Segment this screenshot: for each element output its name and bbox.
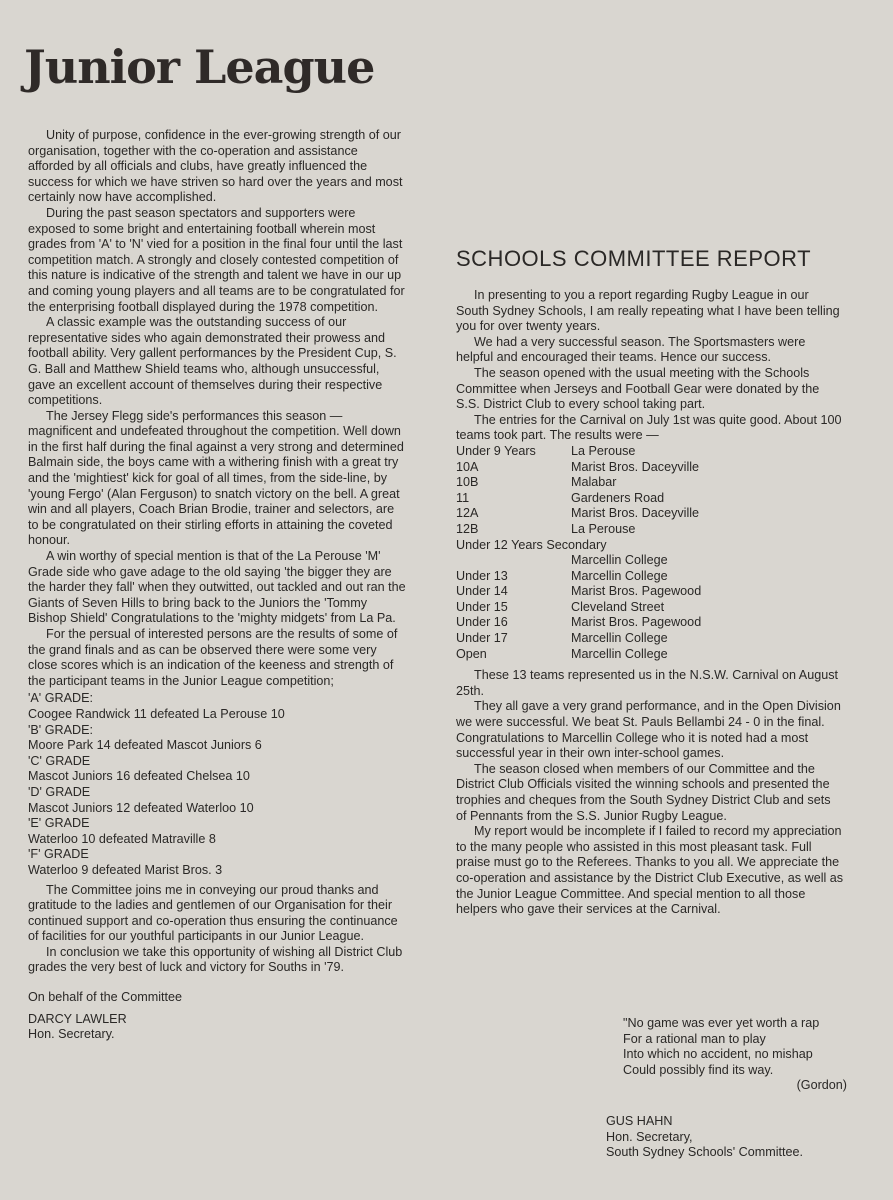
result-row <box>456 522 844 538</box>
paragraph: A win worthy of special mention is that of the La Perouse 'M' Grade side who gave adage to the old saying 'the bigger they are the harder they fall' when they outwitted, out tackled and out ran the Giants of Seven Hills to bring back to the Juniors the 'Tommy Bishop Shield' Congratulations to the 'mighty midgets' from La Pa. <box>28 549 406 626</box>
result-winner: Marist Bros. Daceyville <box>571 506 700 521</box>
paragraph: We had a very successful season. The Sportsmasters were helpful and encouraged their teams. Hence our success. <box>456 334 806 365</box>
result-row <box>456 600 844 616</box>
grade-heading: 'D' GRADE <box>28 784 91 799</box>
paragraph: The entries for the Carnival on July 1st was quite good. About 100 teams took part. The results were — <box>456 412 842 443</box>
paragraph: These 13 teams represented us in the N.S.W. Carnival on August 25th. <box>456 668 839 698</box>
poem-line: For a rational man to play <box>623 1031 766 1046</box>
signature-title: Hon. Secretary. <box>28 1027 115 1042</box>
result-row <box>456 584 844 600</box>
schools-report-column <box>456 288 844 918</box>
poem-line: "No game was ever yet worth a rap <box>623 1016 820 1030</box>
result-winner: Marcellin College <box>571 568 668 583</box>
result-winner: Marist Bros. Pagewood <box>571 584 702 599</box>
result-winner: La Perouse <box>571 521 636 536</box>
signature-name: GUS HAHN <box>606 1114 673 1128</box>
result-winner: Marcellin College <box>571 631 668 646</box>
left-signature <box>28 990 406 1043</box>
result-grade: Under 16 <box>456 615 508 630</box>
paragraph: In presenting to you a report regarding Rugby League in our South Sydney Schools, I am really repeating what I have been telling you for over twenty years. <box>456 288 840 334</box>
result-grade: Open <box>456 646 487 661</box>
result-grade: Under 17 <box>456 631 508 646</box>
paragraph: In conclusion we take this opportunity of wishing all District Club grades the very best of luck and victory for Souths in '79. <box>28 944 403 975</box>
result-grade: Under 12 Years Secondary <box>456 537 607 552</box>
paragraph: The Committee joins me in conveying our proud thanks and gratitude to the ladies and gentlemen of our Organisation for their continued support and co-operation thus ensuring the continuance of facilities for our youthful participants in our Junior League. <box>28 882 398 944</box>
result-winner: Cleveland Street <box>571 599 665 614</box>
signature-name: DARCY LAWLER <box>28 1011 127 1026</box>
result-row <box>456 506 844 522</box>
result-winner: Marcellin College <box>571 646 668 661</box>
result-row <box>456 460 844 476</box>
result-grade: 10B <box>456 475 479 490</box>
schools-report-heading: SCHOOLS COMMITTEE REPORT <box>456 246 812 271</box>
carnival-results <box>456 444 844 662</box>
paragraph: The season opened with the usual meeting with the Schools Committee when Jerseys and Football Gear were donated by the S.S. District Club to every school taking part. <box>456 365 820 412</box>
result-row <box>456 491 844 507</box>
poem-author: (Gordon) <box>796 1078 847 1093</box>
grade-result: Coogee Randwick 11 defeated La Perouse 10 <box>28 706 285 721</box>
paragraph: They all gave a very grand performance, and in the Open Division we were successful. We beat St. Pauls Bellambi 24 - 0 in the final. Congratulations to Marcellin College who it is noted had a most successful year in their own inter-school games. <box>456 699 841 761</box>
poem-line: Into which no accident, no mishap <box>623 1047 813 1062</box>
result-row <box>456 538 844 554</box>
result-grade: Under 13 <box>456 568 508 583</box>
result-grade: 12A <box>456 506 479 521</box>
result-winner: Marist Bros. Daceyville <box>571 459 700 474</box>
poem-quote <box>623 1016 847 1094</box>
grade-result: Moore Park 14 defeated Mascot Juniors 6 <box>28 738 262 753</box>
poem-line: Could possibly find its way. <box>623 1062 774 1077</box>
result-row <box>456 647 844 663</box>
grade-result: Mascot Juniors 12 defeated Waterloo 10 <box>28 800 254 815</box>
result-row <box>456 569 844 585</box>
paragraph: The season closed when members of our Committee and the District Club Officials visited the winning schools and presented the trophies and cheques from the South Sydney District Club and sets of Pennants from the S.S. Junior Rugby League. <box>456 761 831 823</box>
right-signature <box>606 1114 866 1161</box>
signature-organisation: South Sydney Schools' Committee. <box>606 1145 804 1160</box>
grade-heading: 'C' GRADE <box>28 753 91 768</box>
grand-final-results <box>28 691 406 878</box>
result-winner: La Perouse <box>571 443 636 458</box>
result-grade: 12B <box>456 521 479 536</box>
grade-heading: 'F' GRADE <box>28 847 89 862</box>
result-grade <box>456 553 571 569</box>
paragraph: For the persual of interested persons are the results of some of the grand finals and as can be observed there were some very close scores which is an indication of the keeness and strength of the participant teams in the Junior League competition; <box>28 627 398 688</box>
result-grade: 11 <box>456 490 470 505</box>
result-winner: Marist Bros. Pagewood <box>571 615 702 630</box>
grade-heading: 'A' GRADE: <box>28 691 93 706</box>
signature-title: Hon. Secretary, <box>606 1129 693 1144</box>
result-row <box>456 553 844 569</box>
paragraph: A classic example was the outstanding success of our representative sides who again demonstrated their prowess and football ability. Very gallent performances by the President Cup, S. G. Ball and Matthew Shield teams who, although unsuccessful, gave an excellent account of themselves during their respective competitions. <box>28 315 397 408</box>
paragraph: My report would be incomplete if I failed to record my appreciation to the many people who assisted in this most pleasant task. Full praise must go to the Referees. Thanks to you all. We appreciate the co-operation and assistance by the District Club Executive, as well as the Junior League Committee. And special mention to all those helpers who gave their services at the Carnival. <box>456 824 844 917</box>
result-winner: Marcellin College <box>571 553 668 568</box>
grade-result: Mascot Juniors 16 defeated Chelsea 10 <box>28 769 250 784</box>
signature-line: On behalf of the Committee <box>28 990 183 1005</box>
result-winner: Gardeners Road <box>571 490 665 505</box>
grade-result: Waterloo 9 defeated Marist Bros. 3 <box>28 862 223 877</box>
result-row <box>456 444 844 460</box>
paragraph: During the past season spectators and supporters were exposed to some bright and entertaining football wherein most grades from 'A' to 'N' vied for a position in the final four until the last competition match. A strongly and closely contested competition of this nature is indicative of the strength and talent we have in our up and coming young players and all teams are to be congratulated for the enterprising football displayed during the 1978 competition. <box>28 205 405 314</box>
paragraph: The Jersey Flegg side's performances this season — magnificent and undefeated throughout the competition. Well down in the first half during the final against a very strong and determined Balmain side, the boys came with a withering finish with a great try and the 'mightiest' kick for goal of all times, from the side-line, by 'young Fergo' (Alan Ferguson) to snatch victory on the bell. A great win and all players, Coach Brian Brodie, trainer and selectors, are to be congratulated on their stirling efforts in attaining the coveted honour. <box>28 408 404 548</box>
grade-heading: 'E' GRADE <box>28 816 90 831</box>
result-grade: Under 9 Years <box>456 443 536 458</box>
result-grade: Under 15 <box>456 599 508 614</box>
result-grade: 10A <box>456 459 479 474</box>
result-row <box>456 475 844 491</box>
result-row <box>456 631 844 647</box>
result-row <box>456 615 844 631</box>
paragraph: Unity of purpose, confidence in the ever-growing strength of our organisation, together with the co-operation and assistance afforded by all officials and clubs, have greatly influenced the success for which we have striven so hard over the years and most certainly now have accomplished. <box>28 128 403 205</box>
result-grade: Under 14 <box>456 584 508 599</box>
grade-result: Waterloo 10 defeated Matraville 8 <box>28 831 216 846</box>
page-title: Junior League <box>24 40 375 94</box>
result-winner: Malabar <box>571 475 617 490</box>
junior-league-column <box>28 128 406 1043</box>
grade-heading: 'B' GRADE: <box>28 722 93 737</box>
